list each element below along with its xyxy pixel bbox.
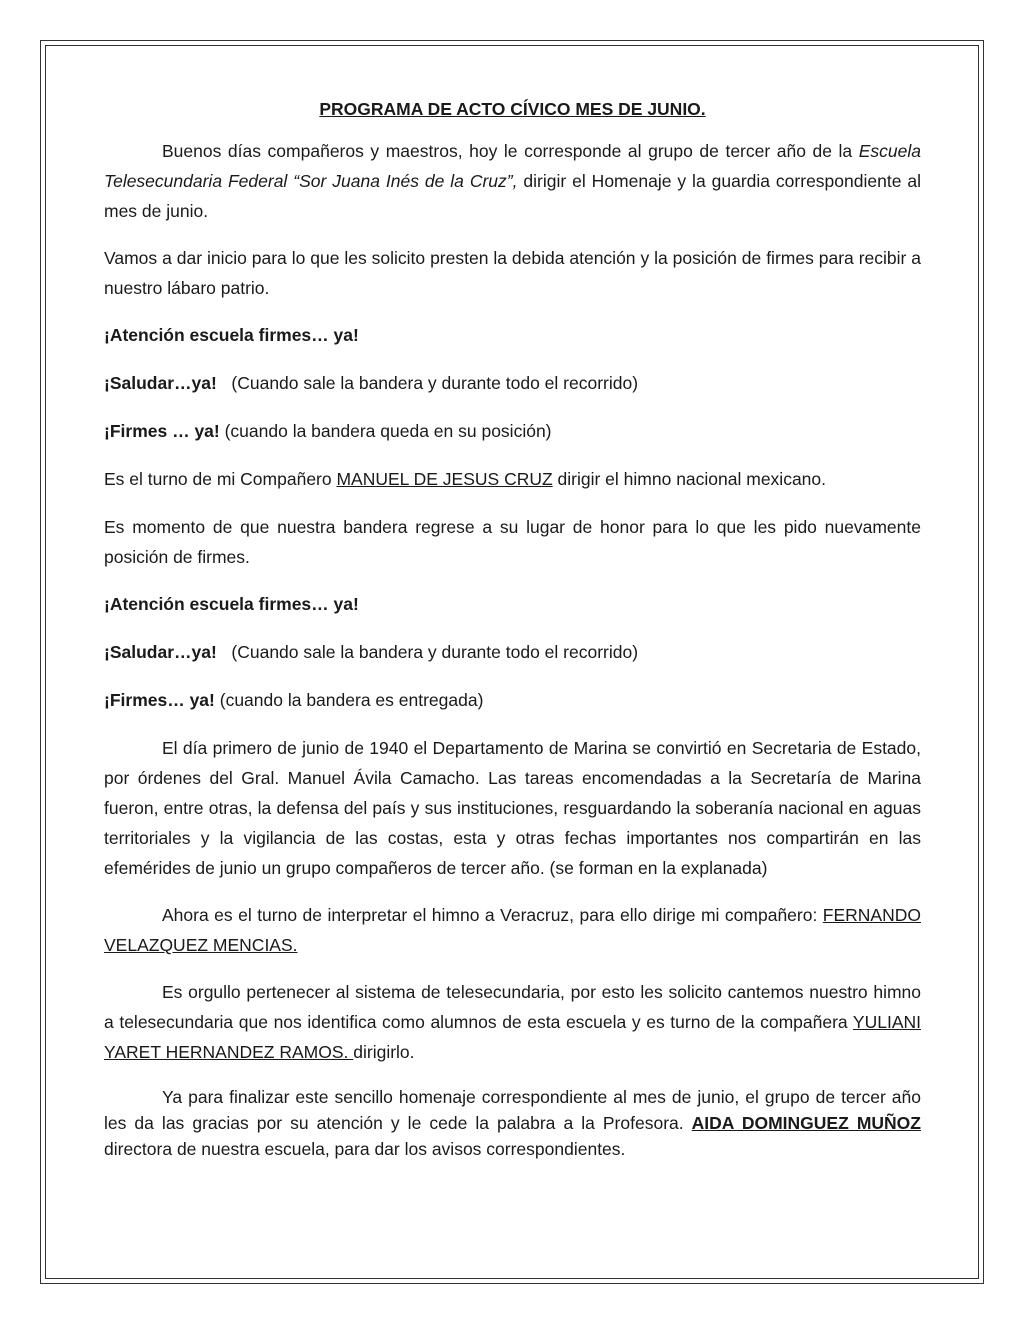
anthem-text: Es el turno de mi Compañero bbox=[104, 469, 337, 489]
intro-text-end: dirigir el Homenaje y la guardia correspondiente al mes de junio. bbox=[104, 171, 921, 221]
command-firm-2 bbox=[104, 685, 921, 715]
command-salute-1 bbox=[104, 368, 921, 398]
telesecundaria-director-name: YULIANI YARET HERNANDEZ RAMOS. bbox=[104, 1012, 921, 1062]
paragraph-veracruz-anthem bbox=[104, 900, 921, 960]
paragraph-start: Vamos a dar inicio para lo que les solicito presten la debida atención y la posición de firmes para recibir a nuestro lábaro patrio. bbox=[104, 248, 921, 298]
paragraph-ephemeris: El día primero de junio de 1940 el Departamento de Marina se convirtió en Secretaria de Estado, por órdenes del Gral. Manuel Ávila Camacho. Las tareas encomendadas a la Secretaría de Marina fueron, entre otras, la defensa del país y sus instituciones, resguardando la soberanía nacional en aguas territoriales y la vigilancia de las costas, esta y otras fechas importantes nos compartirán en las efemérides de junio un grupo compañeros de tercer año. (se forman en la explanada) bbox=[104, 738, 921, 878]
telesecundaria-text-end: dirigirlo. bbox=[353, 1042, 415, 1062]
school-name: Escuela Telesecundaria Federal “Sor Juana Inés de la Cruz”, bbox=[104, 141, 921, 191]
command-salute-1-note: (Cuando sale la bandera y durante todo el recorrido) bbox=[216, 373, 639, 393]
paragraph-anthem bbox=[104, 464, 921, 494]
anthem-director-name: MANUEL DE JESUS CRUZ bbox=[336, 469, 553, 489]
paragraph-closing bbox=[104, 1084, 921, 1162]
telesecundaria-text: Es orgullo pertenecer al sistema de telesecundaria, por esto les solicito cantemos nuestro himno a telesecundaria que nos identifica como alumnos de esta escuela y es turno de la compañera bbox=[104, 982, 921, 1032]
command-attention-1: ¡Atención escuela firmes… ya! bbox=[104, 325, 359, 345]
command-attention-2: ¡Atención escuela firmes… ya! bbox=[104, 594, 359, 614]
principal-name: AIDA DOMINGUEZ MUÑOZ bbox=[691, 1113, 921, 1133]
command-salute-1-label: ¡Saludar…ya! bbox=[104, 373, 217, 393]
closing-text: Ya para finalizar este sencillo homenaje correspondiente al mes de junio, el grupo de tercer año les da las gracias por su atención y le cede la palabra a la Profesora. bbox=[104, 1087, 921, 1133]
command-firm-2-label: ¡Firmes… ya! bbox=[104, 690, 215, 710]
command-firm-1 bbox=[104, 416, 921, 446]
command-salute-2 bbox=[104, 637, 921, 667]
command-firm-2-note: (cuando la bandera es entregada) bbox=[214, 690, 484, 710]
closing-text-end: directora de nuestra escuela, para dar los avisos correspondientes. bbox=[104, 1139, 626, 1159]
veracruz-director-name: FERNANDO VELAZQUEZ MENCIAS. bbox=[104, 905, 921, 955]
anthem-text-end: dirigir el himno nacional mexicano. bbox=[552, 469, 826, 489]
command-firm-1-label: ¡Firmes … ya! bbox=[104, 421, 220, 441]
document-body bbox=[104, 96, 921, 1179]
command-salute-2-label: ¡Saludar…ya! bbox=[104, 642, 217, 662]
paragraph-flag-return: Es momento de que nuestra bandera regrese a su lugar de honor para lo que les pido nuevamente posición de firmes. bbox=[104, 517, 921, 567]
document-title: PROGRAMA DE ACTO CÍVICO MES DE JUNIO. bbox=[319, 99, 706, 119]
command-salute-2-note: (Cuando sale la bandera y durante todo el recorrido) bbox=[216, 642, 639, 662]
paragraph-telesecundaria-anthem bbox=[104, 977, 921, 1067]
command-firm-1-note: (cuando la bandera queda en su posición) bbox=[219, 421, 552, 441]
intro-text: Buenos días compañeros y maestros, hoy le corresponde al grupo de tercer año de la bbox=[162, 141, 859, 161]
paragraph-intro bbox=[104, 136, 921, 226]
veracruz-text: Ahora es el turno de interpretar el himno a Veracruz, para ello dirige mi compañero: bbox=[162, 905, 823, 925]
